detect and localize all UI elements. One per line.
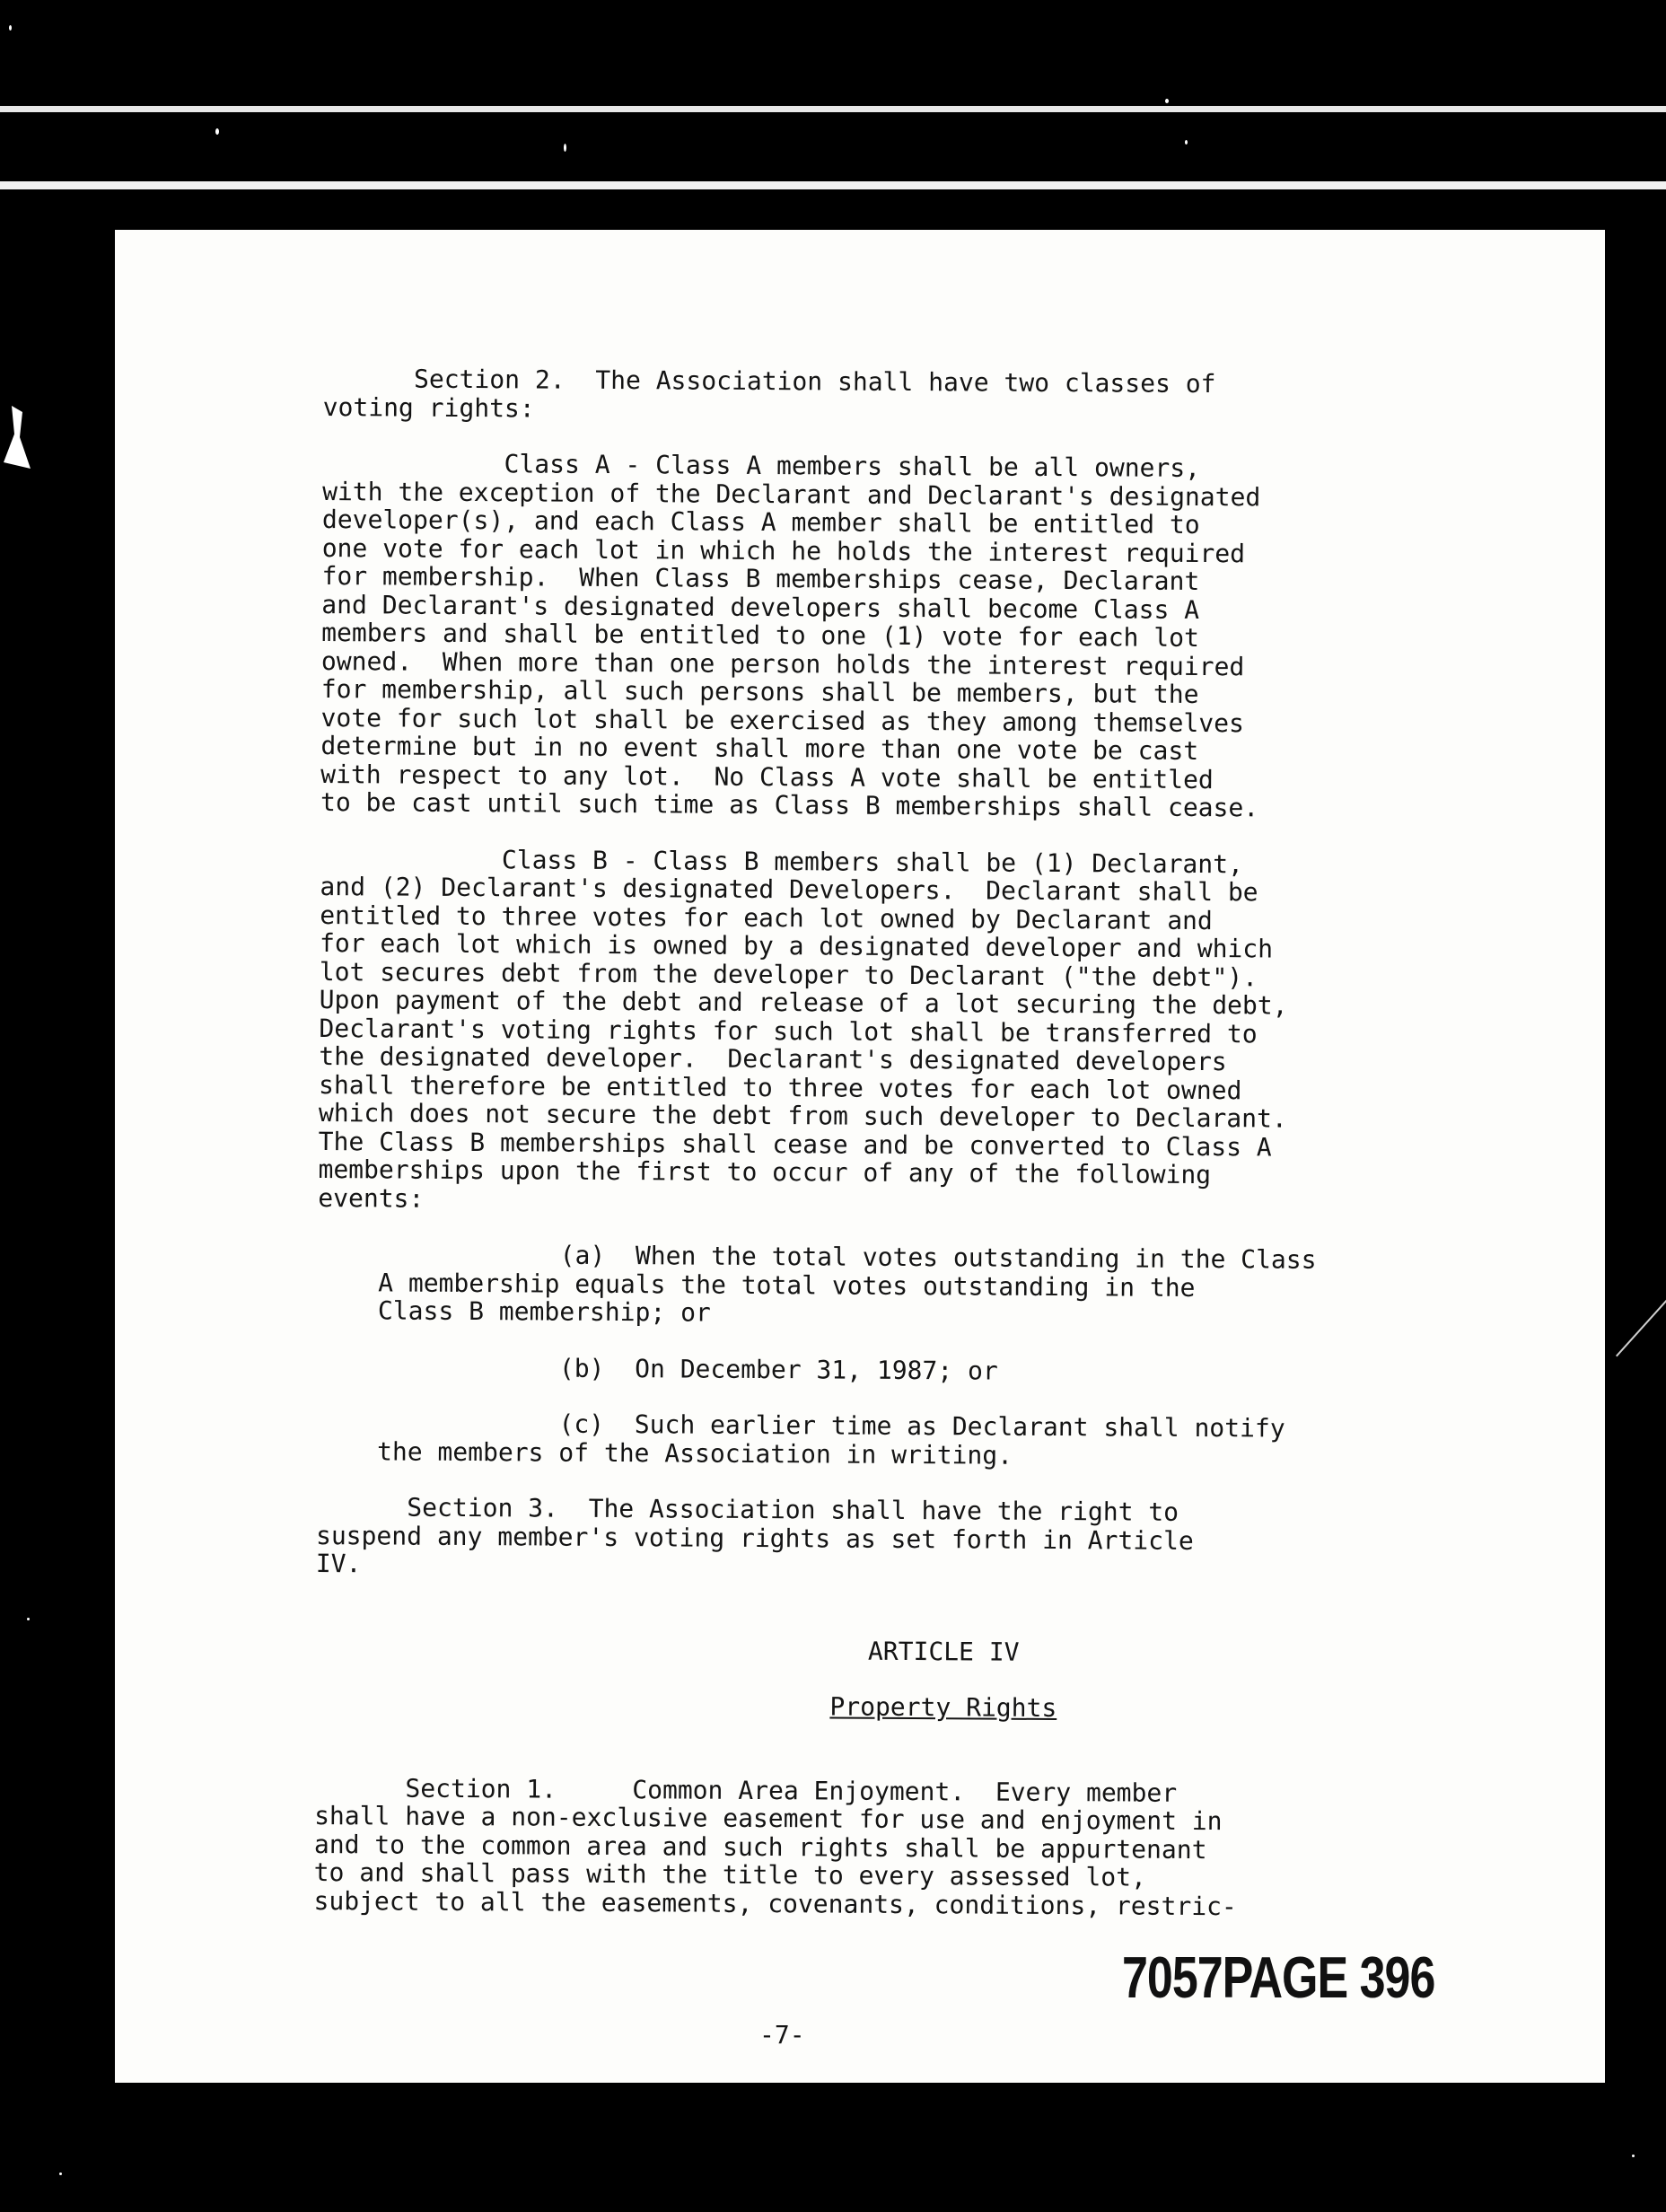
scan-artifact [1616, 1295, 1666, 1356]
scan-speck [1185, 140, 1188, 145]
document-text [313, 364, 1580, 1923]
class-a-line: Class A - Class A members shall be all owners, [322, 447, 1201, 483]
class-b-line: which does not secure the debt from such developer to Declarant. [318, 1097, 1287, 1134]
scan-speck [215, 128, 219, 135]
scan-speck [1165, 99, 1169, 103]
section-2-line: Section 2. The Association shall have two classes of [322, 364, 1216, 399]
class-b-line: events: [318, 1182, 425, 1214]
event-c-line: (c) Such earlier time as Declarant shall notify [316, 1407, 1285, 1444]
class-b-line: for each lot which is owned by a designated developer and which [319, 927, 1274, 964]
class-a-line: for membership. When Class B memberships cease, Declarant [321, 560, 1200, 596]
event-c-line: the members of the Association in writing. [316, 1435, 1013, 1470]
section-1-line: to and shall pass with the title to every assessed lot, [313, 1856, 1146, 1892]
scan-artifact [4, 406, 31, 469]
event-a-line: Class B membership; or [317, 1295, 711, 1328]
class-b-line: Declarant's voting rights for such lot shall be transferred to [319, 1013, 1258, 1049]
event-a-line: A membership equals the total votes outstanding in the [317, 1267, 1196, 1303]
article-heading: ARTICLE IV [867, 1636, 1020, 1667]
class-a-line: with the exception of the Declarant and Declarant's designated [322, 476, 1261, 512]
class-b-line: shall therefore be entitled to three votes for each lot owned [319, 1069, 1242, 1105]
class-a-line: determine but in no event shall more than one vote be cast [320, 730, 1199, 766]
class-a-line: and Declarant's designated developers shall become Class A [321, 589, 1200, 625]
class-b-line: The Class B memberships shall cease and be converted to Class A [318, 1126, 1272, 1162]
class-a-line: to be cast until such time as Class B memberships shall cease. [320, 786, 1259, 823]
class-b-line: Class B - Class B members shall be (1) Declarant, [320, 843, 1244, 879]
event-a-line: (a) When the total votes outstanding in the Class [317, 1238, 1317, 1275]
section-3-line: suspend any member's voting rights as set forth in Article [315, 1520, 1194, 1556]
page-number: -7- [759, 2020, 805, 2050]
scan-speck [9, 25, 12, 31]
class-b-line: memberships upon the first to occur of any of the following [318, 1154, 1212, 1190]
class-a-line: for membership, all such persons shall be members, but the [320, 673, 1199, 709]
class-b-line: and (2) Declarant's designated Developers. Declarant shall be [320, 871, 1258, 908]
scan-speck [564, 144, 566, 152]
scan-speck [27, 1618, 30, 1620]
class-b-line: lot secures debt from the developer to Declarant ("the debt"). [319, 956, 1258, 992]
scanner-black-band [0, 0, 1666, 206]
section-3-line: IV. [315, 1548, 362, 1579]
scan-speck [59, 2172, 62, 2175]
article-title: Property Rights [829, 1691, 1057, 1724]
section-1-line: shall have a non-exclusive easement for use and enjoyment in [314, 1800, 1223, 1837]
class-b-line: entitled to three votes for each lot owned by Declarant and [320, 900, 1213, 935]
class-a-line: one vote for each lot in which he holds the interest required [321, 532, 1246, 568]
class-a-line: developer(s), and each Class A member shall be entitled to [321, 504, 1200, 540]
document-page [115, 230, 1605, 2083]
section-2-line: voting rights: [322, 391, 535, 423]
section-1-line: Section 1. Common Area Enjoyment. Every member [314, 1772, 1178, 1808]
class-a-line: owned. When more than one person holds the interest required [320, 645, 1245, 681]
scan-line [0, 181, 1666, 189]
scan-speck [1632, 2155, 1635, 2157]
class-b-line: Upon payment of the debt and release of a lot securing the debt, [319, 984, 1288, 1021]
class-a-line: vote for such lot shall be exercised as they among themselves [320, 702, 1244, 738]
class-b-line: the designated developer. Declarant's designated developers [319, 1040, 1227, 1077]
event-b-line: (b) On December 31, 1987; or [317, 1351, 998, 1386]
class-a-line: members and shall be entitled to one (1) vote for each lot [321, 617, 1199, 653]
scan-line [0, 106, 1666, 112]
section-1-line: and to the common area and such rights shall be appurtenant [313, 1829, 1207, 1865]
class-a-line: with respect to any lot. No Class A vote shall be entitled [320, 759, 1214, 794]
book-page-stamp: 7057PAGE 396 [1122, 1945, 1435, 2011]
section-1-line: subject to all the easements, covenants, conditions, restric- [313, 1885, 1237, 1921]
section-3-line: Section 3. The Association shall have the right to [316, 1491, 1179, 1527]
